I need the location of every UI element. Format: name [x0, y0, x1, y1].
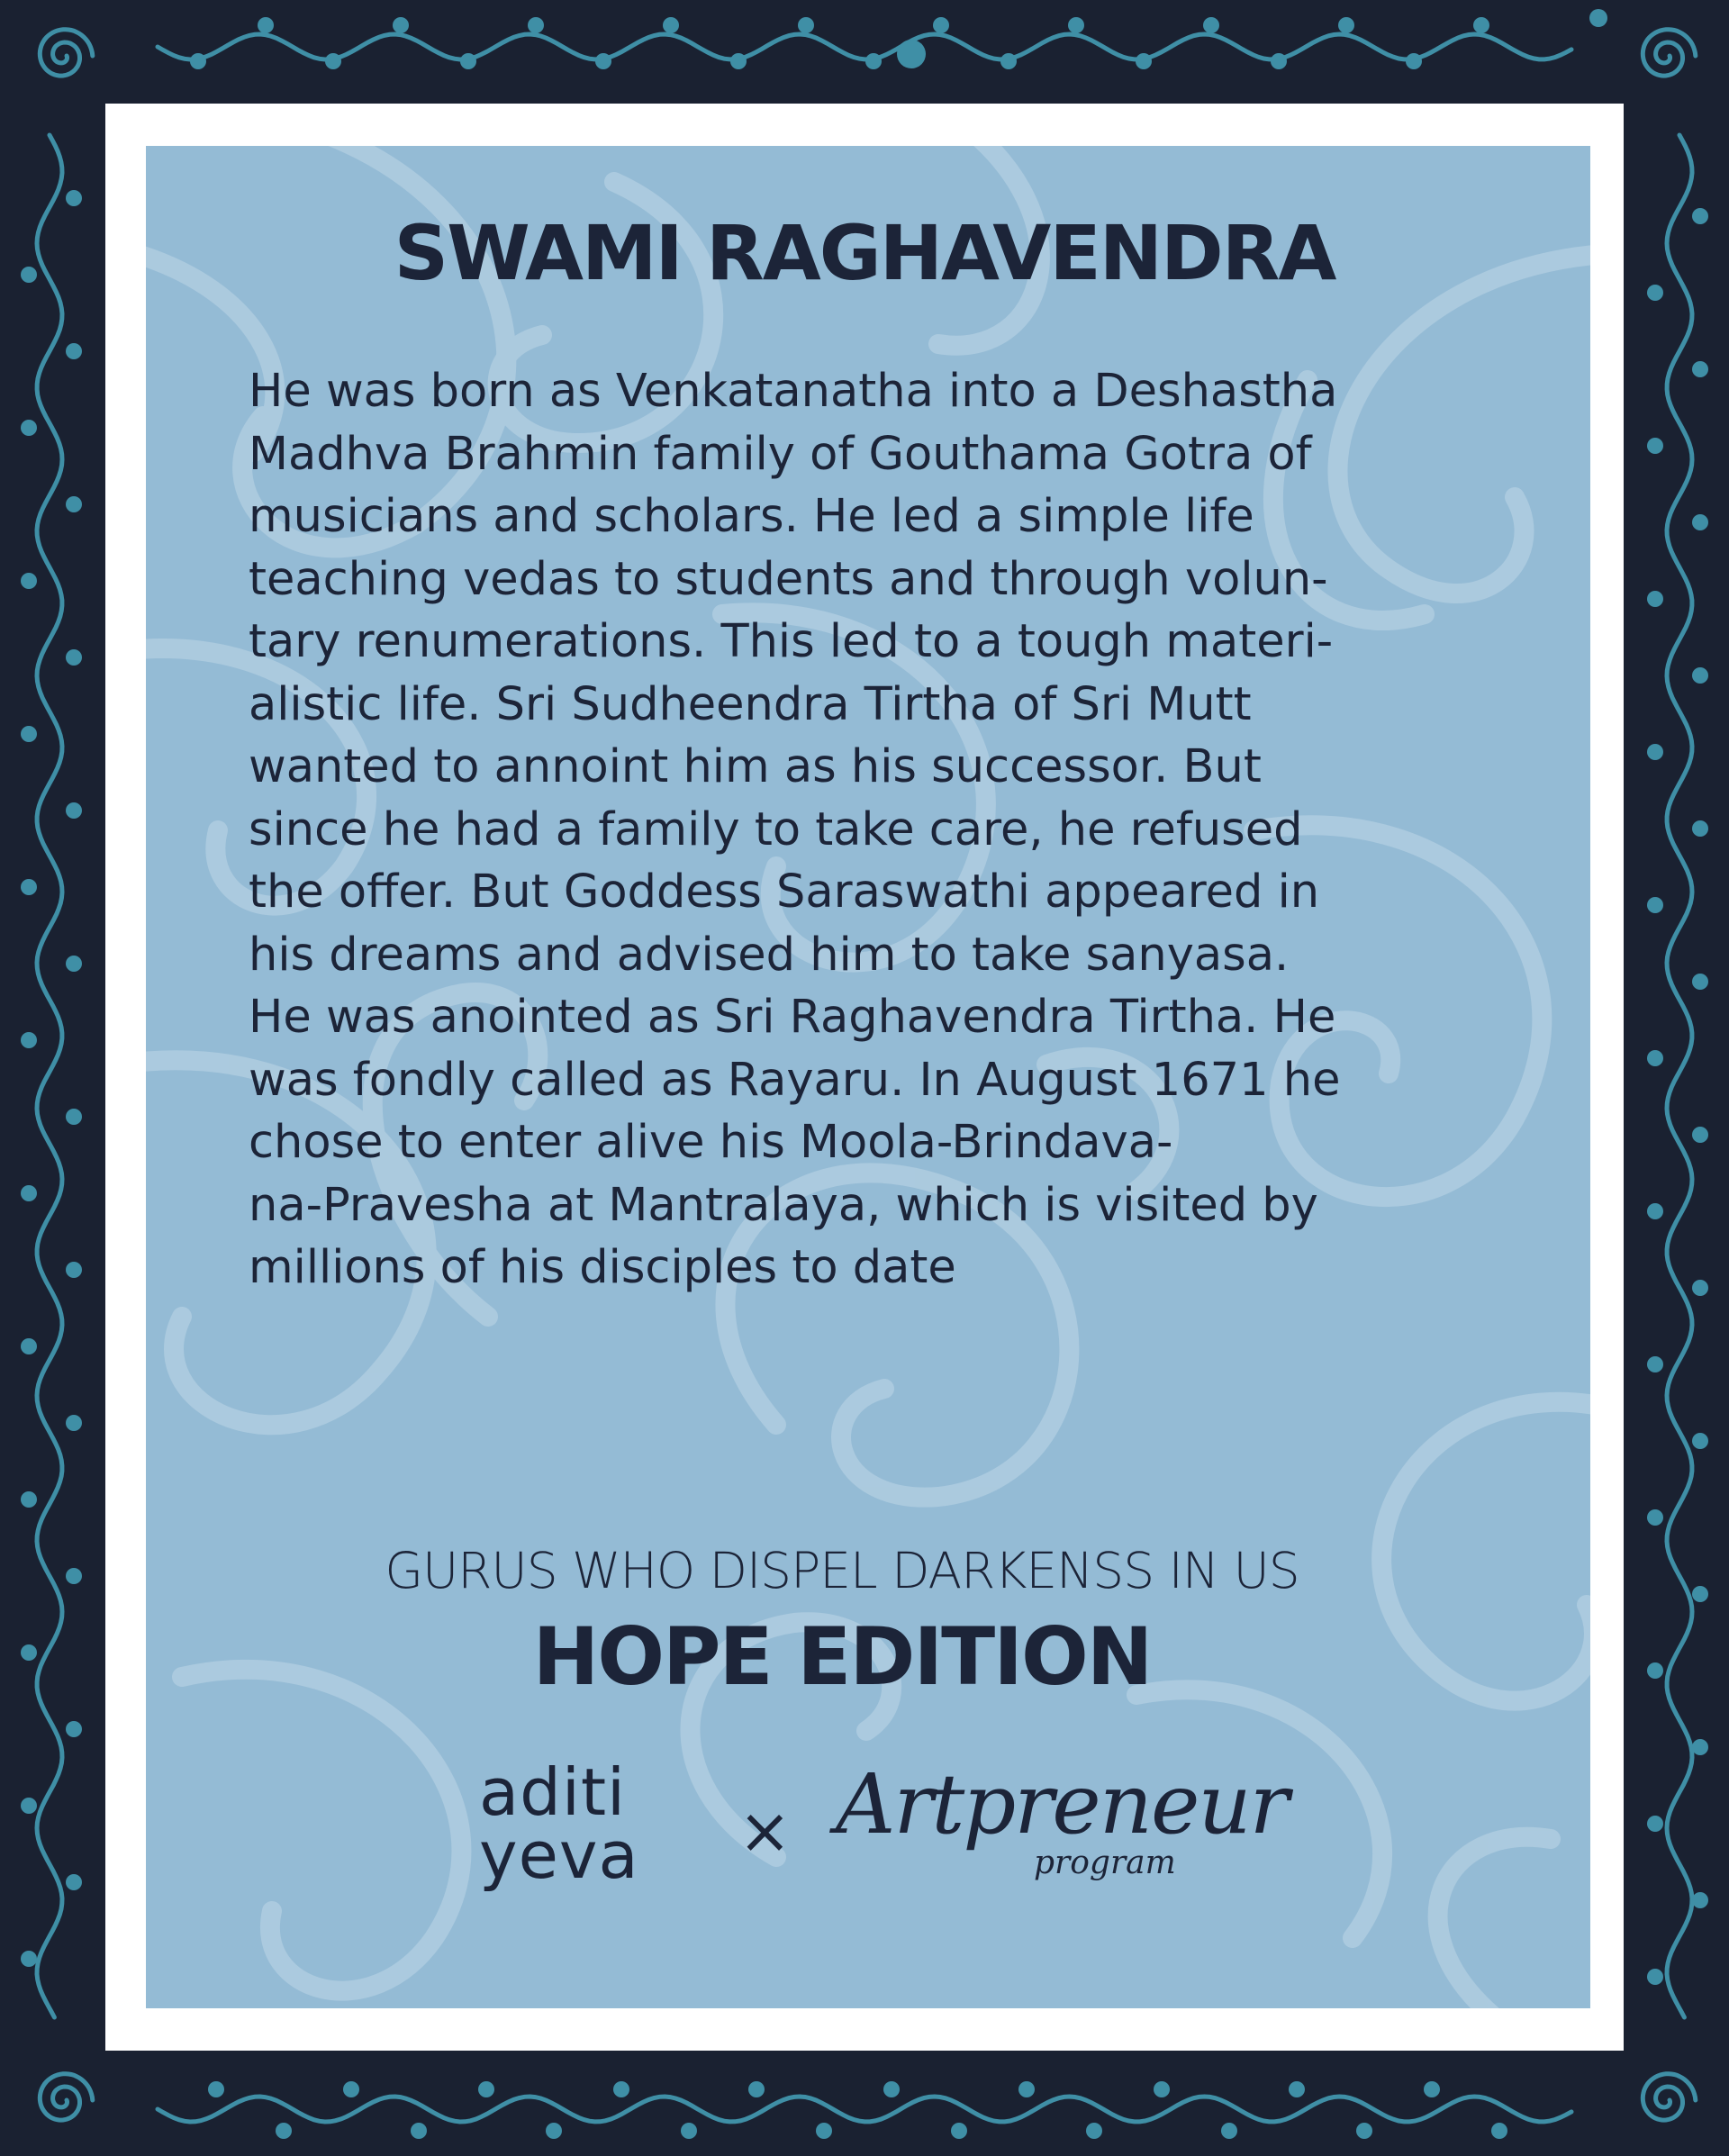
border-dot	[595, 53, 611, 69]
border-dot	[21, 1032, 37, 1048]
border-dot	[1424, 2081, 1440, 2097]
program-wordmark: program	[1034, 1844, 1176, 1881]
border-wave	[158, 2097, 1571, 2122]
biography-line: na-Pravesha at Mantralaya, which is visited by	[249, 1178, 1318, 1232]
border-dot	[393, 17, 409, 33]
collab-separator: ×	[738, 1794, 792, 1868]
border-dot	[21, 879, 37, 895]
biography-text	[249, 360, 1500, 1300]
border-dot	[66, 802, 82, 819]
border-wave	[158, 34, 1571, 59]
corner-spiral	[40, 2074, 93, 2120]
border-dot	[478, 2081, 494, 2097]
border-dot	[1647, 1509, 1663, 1526]
border-dot	[1136, 53, 1152, 69]
border-dot	[1647, 438, 1663, 454]
border-dot	[1647, 744, 1663, 760]
border-dot	[1692, 1586, 1708, 1602]
border-dot	[1692, 514, 1708, 530]
border-dot	[66, 1721, 82, 1737]
border-dot	[951, 2123, 967, 2139]
biography-line: his dreams and advised him to take sanyasa.	[249, 928, 1290, 982]
border-dot	[1473, 17, 1489, 33]
border-dot	[883, 2081, 900, 2097]
border-dot	[1221, 2123, 1237, 2139]
border-dot	[411, 2123, 427, 2139]
border-dot	[66, 343, 82, 359]
edition-title: HOPE EDITION	[532, 1610, 1152, 1703]
border-dot	[276, 2123, 292, 2139]
biography-line: since he had a family to take care, he refused	[249, 802, 1303, 856]
border-dot	[546, 2123, 562, 2139]
border-dot	[1289, 2081, 1305, 2097]
card-title: SWAMI RAGHAVENDRA	[394, 209, 1335, 297]
border-dot	[21, 1798, 37, 1814]
border-dot	[21, 420, 37, 436]
border-dot	[1647, 1203, 1663, 1219]
artpreneur-logo	[836, 1756, 1288, 1900]
border-dot	[66, 956, 82, 972]
border-dot	[66, 1262, 82, 1278]
border-dot	[21, 1338, 37, 1354]
corner-spiral	[1643, 30, 1696, 76]
aditi-yeva-logo	[479, 1754, 695, 1893]
border-dot	[325, 53, 341, 69]
artpreneur-wordmark: Artpreneur	[836, 1756, 1288, 1853]
border-dot	[1692, 1127, 1708, 1143]
border-dot	[1647, 1816, 1663, 1832]
border-dot	[663, 17, 679, 33]
biography-line: He was anointed as Sri Raghavendra Tirtha. He	[249, 991, 1336, 1044]
border-dot	[66, 649, 82, 666]
border-dot	[1692, 820, 1708, 837]
border-dot	[1338, 17, 1354, 33]
border-dot	[1692, 667, 1708, 684]
border-dot	[1647, 1969, 1663, 1985]
biography-line: wanted to annoint him as his successor. But	[249, 740, 1262, 793]
logo-line-2: yeva	[479, 1817, 639, 1893]
border-wave	[37, 135, 62, 2017]
border-dot	[21, 726, 37, 742]
border-dot	[528, 17, 544, 33]
border-dot	[1589, 9, 1607, 27]
border-dot	[1491, 2123, 1507, 2139]
biography-line: alistic life. Sri Sudheendra Tirtha of Sri Mutt	[249, 677, 1252, 731]
border-dot	[1692, 1892, 1708, 1908]
border-dot	[66, 190, 82, 206]
border-dot	[190, 53, 206, 69]
border-dot	[1154, 2081, 1170, 2097]
border-dot	[258, 17, 274, 33]
border-dot	[1647, 591, 1663, 607]
border-dot	[66, 1874, 82, 1890]
corner-spiral	[40, 30, 93, 76]
border-dot	[1000, 53, 1017, 69]
border-dot	[1018, 2081, 1035, 2097]
biography-line: teaching vedas to students and through volun-	[249, 552, 1328, 606]
biography-line: He was born as Venkatanatha into a Deshastha	[249, 365, 1338, 418]
biography-line: chose to enter alive his Moola-Brindava-	[249, 1116, 1173, 1169]
biography-line: was fondly called as Rayaru. In August 1671 he	[249, 1053, 1341, 1107]
border-dot	[748, 2081, 765, 2097]
biography-line: millions of his disciples to date	[249, 1241, 956, 1294]
biography-line: Madhva Brahmin family of Gouthama Gotra of	[249, 427, 1312, 481]
border-dot	[1647, 897, 1663, 913]
series-tagline: GURUS WHO DISPEL DARKENSS IN US	[385, 1542, 1299, 1599]
border-dot	[816, 2123, 832, 2139]
border-dot	[1692, 1280, 1708, 1296]
border-dot	[613, 2081, 629, 2097]
border-dot	[1647, 1356, 1663, 1372]
border-dot	[460, 53, 476, 69]
border-dot	[66, 496, 82, 512]
border-dot	[897, 40, 926, 68]
border-dot	[1356, 2123, 1372, 2139]
border-dot	[798, 17, 814, 33]
border-dot	[1692, 361, 1708, 377]
border-dot	[1647, 1050, 1663, 1066]
biography-line: musicians and scholars. He led a simple life	[249, 490, 1254, 543]
border-dot	[730, 53, 747, 69]
border-dot	[1203, 17, 1219, 33]
border-dot	[933, 17, 949, 33]
border-dot	[21, 1491, 37, 1508]
border-dot	[66, 1109, 82, 1125]
border-dot	[1692, 1739, 1708, 1755]
biography-line: tary renumerations. This led to a tough materi-	[249, 615, 1334, 668]
border-dot	[1692, 974, 1708, 990]
logo-line-1: aditi	[479, 1754, 627, 1830]
biography-line: the offer. But Goddess Saraswathi appeared in	[249, 865, 1320, 919]
corner-spiral	[1643, 2074, 1696, 2120]
border-wave	[1667, 135, 1692, 2017]
border-dot	[681, 2123, 697, 2139]
border-dot	[1068, 17, 1084, 33]
border-dot	[21, 573, 37, 589]
border-dot	[1271, 53, 1287, 69]
border-dot	[21, 1185, 37, 1201]
border-dot	[1406, 53, 1422, 69]
border-dot	[1086, 2123, 1102, 2139]
border-dot	[66, 1415, 82, 1431]
border-dot	[865, 53, 882, 69]
border-dot	[208, 2081, 224, 2097]
border-dot	[21, 1951, 37, 1967]
border-dot	[1692, 1433, 1708, 1449]
border-dot	[343, 2081, 359, 2097]
